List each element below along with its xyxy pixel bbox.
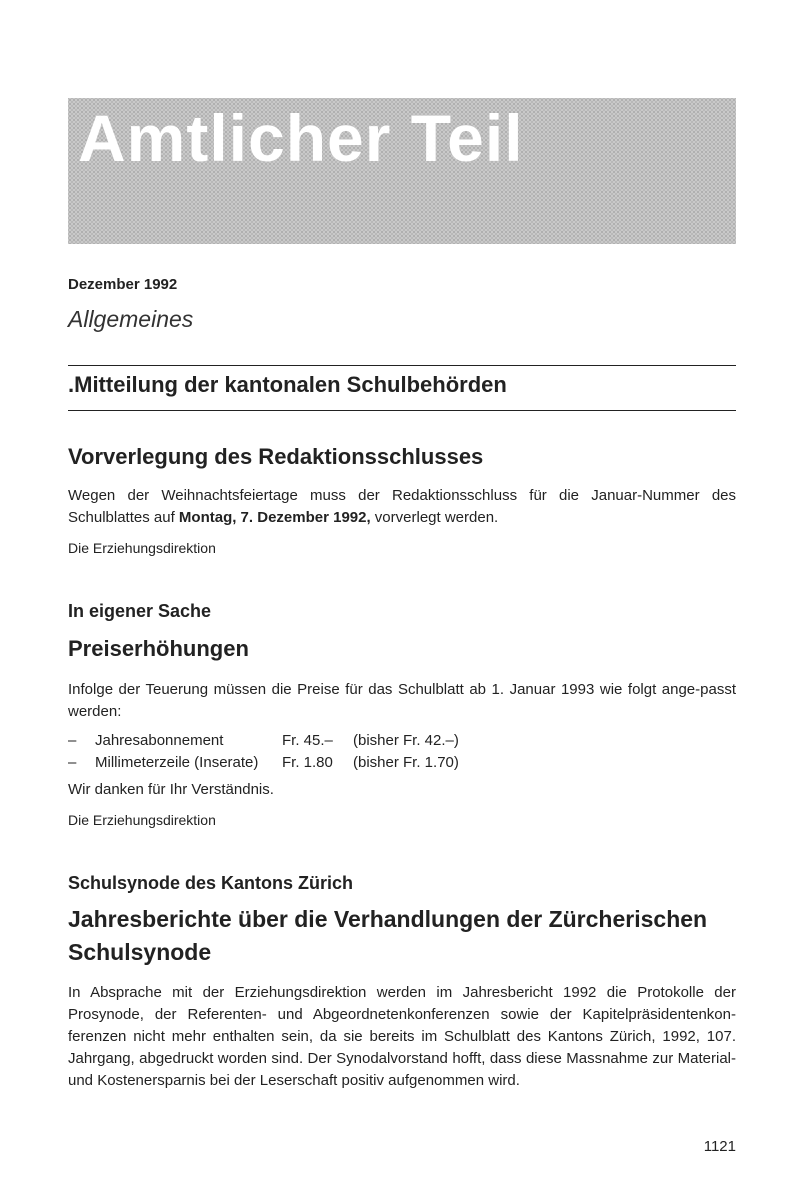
title-banner [68, 98, 736, 244]
article1-text-pre: Wegen der Weihnachtsfeiertage muss der Redaktionsschluss für die Januar-Nummer des Schulblattes auf [68, 487, 736, 526]
item-price: Fr. 45.– [282, 732, 333, 749]
article3-kicker: Schulsynode des Kantons Zürich [68, 873, 354, 893]
issue-date: Dezember 1992 [68, 276, 178, 293]
article3-body: In Absprache mit der Erziehungsdirektion werden im Jahresbericht 1992 die Protokolle der Prosynode, der Referenten- und Abgeordnetenkonferenzen sowie der Kapitelpräsidentenkon-ferenzen nicht mehr enthalten sein, da sie bereits im Schulblatt des Kantons Zürich, 1992, 107. Jahrgang, abgedruckt worden sind. Der Synodalvorstand hofft, dass diese Massnahme zur Material- und Kostenersparnis bei der Leserschaft positiv aufgenommen wird. [68, 984, 736, 1089]
article2-signature: Die Erziehungsdirektion [68, 812, 216, 828]
article1-signature: Die Erziehungsdirektion [68, 540, 216, 556]
article1-text-bold: Montag, 7. Dezember 1992, [178, 509, 371, 526]
article2-kicker: In eigener Sache [68, 601, 212, 621]
article2-thanks: Wir danken für Ihr Verständnis. [68, 781, 274, 798]
item-price: Fr. 1.80 [282, 754, 333, 771]
article1-title: Vorverlegung des Redaktionsschlusses [68, 444, 484, 469]
banner-title: Amtlicher Teil [78, 101, 524, 175]
item-previous-price: (bisher Fr. 42.–) [353, 732, 459, 749]
item-previous-price: (bisher Fr. 1.70) [353, 754, 459, 771]
price-list [68, 730, 459, 774]
list-item [68, 730, 459, 752]
page-number: 1121 [703, 1138, 736, 1155]
article2-intro: Infolge der Teuerung müssen die Preise für das Schulblatt ab 1. Januar 1993 wie folgt ange-passt werden: [68, 681, 736, 720]
bottom-divider [68, 410, 736, 411]
list-dash: – [68, 754, 77, 771]
main-heading: .Mitteilung der kantonalen Schulbehörden [68, 372, 507, 397]
article3-title-line1: Jahresberichte über die Verhandlungen der Zürcherischen [68, 906, 708, 932]
article1-text-post: vorverlegt werden. [370, 509, 499, 526]
list-item [68, 752, 459, 774]
item-label: Jahresabonnement [95, 732, 224, 749]
top-divider [68, 365, 736, 366]
article1-body [68, 485, 736, 529]
article3-title-line2: Schulsynode [68, 939, 212, 965]
item-label: Millimeterzeile (Inserate) [95, 754, 259, 771]
article2-title: Preiserhöhungen [68, 636, 249, 661]
list-dash: – [68, 732, 77, 749]
section-title: Allgemeines [68, 306, 194, 332]
